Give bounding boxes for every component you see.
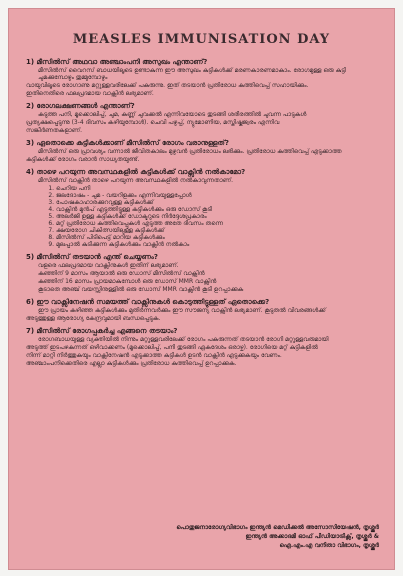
section-question: 3) ഏതൊക്കെ കുട്ടികൾക്കാണ് മീസിൽസ് രോഗം വരാനുള്ളത്? [26,139,229,147]
section-text: നിന്ന് മാറ്റി നിർത്തുകയും വാക്സിനേഷൻ എടുക്കാത്ത കുട്ടികൾ ഉടൻ വാക്സിൻ എടുക്കുകയും വേണം. [26,352,282,359]
section-question: 5) മീസിൽസ് തടയാൻ എന്ത് ചെയ്യണം? [26,253,158,261]
list-item: 2. ജലദോഷം - ചുമ - വയറിളക്കം എന്നിവയുള്ളപ്പോൾ [56,192,378,199]
section-text: വളരെ ഫലപ്രദമായ വാക്സിനുകൾ ഇതിന് ലഭ്യമാണ്. [38,262,179,269]
section-text: കൂടാതെ അഞ്ച് വയസ്സിനുള്ളിൽ ഒരു ഡോസ് MMR വാക്സിൻ കൂടി ഉറപ്പാക്കുക [38,286,244,293]
section-question: 7) മീസിൽസ് രോഗപ്പകർച്ച എങ്ങനെ തടയാം? [26,327,178,335]
list-item: 3. പോഷകാഹാരക്കുറവുള്ള കുട്ടികൾക്ക് [56,199,378,206]
section-text: രോഗബാധയുള്ള വ്യക്തിയിൽ നിന്നും മറ്റുള്ളവരിലേക്ക് രോഗം പകരുന്നത് തടയാൻ രോഗി മറ്റുള്ളവരുമായി [38,336,329,343]
section-text: കുട്ടികൾക്ക് രോഗം വരാൻ സാധ്യതയുണ്ട്. [26,156,140,163]
section-question: 1) മീസിൽസ് അഥവാ അഞ്ചാംപനി അസുഖം എന്താണ്? [26,58,208,66]
poster-content [26,53,378,367]
footer-line: ഇന്ത്യൻ അക്കാദമി ഓഫ് പീഡിയാട്രിക്സ്, തൃശ്ശൂർ & [245,533,379,540]
section [26,298,378,322]
section [26,58,378,97]
list-item: 9. മുലപ്പാൽ കുടിക്കുന്ന കുട്ടികൾക്കും വാക്സിൻ നൽകാം [56,241,378,248]
section-text: ഈ പ്രായം കഴിഞ്ഞ കുട്ടികൾക്കും മുതിർന്നവർക്കും ഈ സൗജന്യ വാക്സിൻ ലഭ്യമാണ്. കൂടുതൽ വിവരങ്ങൾക്ക് [38,307,326,314]
list-item: 5. അലർജി ഉള്ള കുട്ടികൾക്ക് ഡോക്ടറുടെ നിർദ്ദേശപ്രകാരം [56,213,378,220]
list-item: 1. ചെറിയ പനി [56,185,378,192]
section-text: കുഞ്ഞിന് 16 മാസം പ്രായമാകുമ്പോൾ ഒരു ഡോസ് MMR വാക്സിൻ [38,278,217,285]
section-text: അടുത്തുള്ള ആരോഗ്യ കേന്ദ്രവുമായി ബന്ധപ്പെടുക. [26,315,161,322]
footer-line: ഐ.എം.എ വനിതാ വിഭാഗം, തൃശ്ശൂർ [279,542,379,549]
section [26,139,378,163]
section-question: 2) രോഗലക്ഷണങ്ങൾ എന്താണ്? [26,102,135,110]
section [26,327,378,367]
list-item: 7. ക്ഷയരോഗ ചികിത്സയിലുള്ള കുട്ടികൾക്ക് [56,227,378,234]
section [26,102,378,134]
section [26,168,378,248]
section-text: മീസിൽസ് ഒരു പ്രാവശ്യം വന്നാൽ ജീവിതകാലം മുഴുവൻ പ്രതിരോധം ലഭിക്കും. പ്രതിരോധ കുത്തിവെപ്പ് എടുക്കാത്ത [38,148,342,155]
list-item: 4. വാക്സിൻ മുൻപ് എടുത്തിട്ടുള്ള കുട്ടികൾക്കും ഒരു ഡോസ് കൂടി [56,206,378,213]
conditions-list [26,185,378,248]
section-text: അടുത്ത് ഇടപഴകുന്നത് ഒഴിവാക്കണം (മൂക്കൊലിപ്പ്, പനി തുടങ്ങി ഏകദേശം ഒരാഴ്ച). രോഗിയെ മറ്റ് കുട്ടികളിൽ [26,344,318,351]
poster-footer [119,523,379,550]
section-text: പ്രത്യക്ഷപ്പെടുന്നു (3-4 ദിവസം കഴിയുമ്പോൾ). ചെവി പഴുപ്പ്, ന്യുമോണിയ, മസ്തിഷ്കജ്വരം എന്നിവ [26,119,280,126]
section-text: മീസിൽസ് വാക്സിൻ താഴെ പറയുന്ന അവസ്ഥകളിൽ നൽകാവുന്നതാണ്. [38,177,234,184]
section [26,253,378,293]
footer-line: പൊതുജനാരോഗ്യവിഭാഗം ഇന്ത്യൻ മെഡിക്കൽ അസോസിയേഷൻ, തൃശ്ശൂർ [176,524,379,531]
section-text: സങ്കീർണതകളാണ്. [26,127,83,134]
section-text: വായുവിലൂടെ രോഗാണു മറ്റുള്ളവരിലേക്ക് പകരുന്നു. ഇത് തടയാൻ പ്രതിരോധ കുത്തിവെപ്പ് സഹായിക്കും. [26,82,309,89]
section-question: 4) താഴെ പറയുന്ന അവസ്ഥകളിൽ കുട്ടികൾക്ക് വാക്സിൻ നൽകാമോ? [26,168,246,176]
poster-sheet [8,8,395,570]
section-text: മീസിൽസ് വൈറസ് ബാധയിലൂടെ ഉണ്ടാകുന്ന ഈ അസുഖം കുട്ടികൾക്ക് മരണകാരണമാകാം. രോഗമുള്ള ഒരു കുട്ടി ചുമക്കുമ്പോഴും തുമ്മുമ്പോഴും [38,67,346,81]
section-text: കുഞ്ഞിന് 9 മാസം ആയാൽ ഒരു ഡോസ് മീസിൽസ് വാക്സിൻ [38,270,205,277]
poster-title: MEASLES IMMUNISATION DAY [72,32,331,47]
section-text: അഞ്ചാംപനിക്കെതിരെ എല്ലാ കുട്ടികൾക്കും പ്രതിരോധ കുത്തിവെപ്പ് ഉറപ്പാക്കുക. [26,360,237,367]
list-item: 8. മീസിൽസ് പിടിപെട്ട് മാറിയ കുട്ടികൾക്കും [56,234,378,241]
section-question: 6) ഈ വാക്സിനേഷൻ സമയത്ത് വാക്സിനുകൾ കൊടുത്തിട്ടുള്ളത് ഏതൊക്കെ? [26,298,270,306]
section-text: ഇതിനെതിരെ ഫലപ്രദമായ വാക്സിൻ ലഭ്യമാണ്. [26,90,154,97]
list-item: 6. മറ്റ് പ്രതിരോധ കുത്തിവെപ്പുകൾ എടുത്ത അതേ ദിവസം തന്നെ [56,220,378,227]
section-text: കടുത്ത പനി, മൂക്കൊലിപ്പ്, ചുമ, കണ്ണ് ചുവക്കൽ എന്നിവയോടെ തുടങ്ങി ശരീരത്തിൽ ചുവന്ന പാടുകൾ [38,111,307,118]
